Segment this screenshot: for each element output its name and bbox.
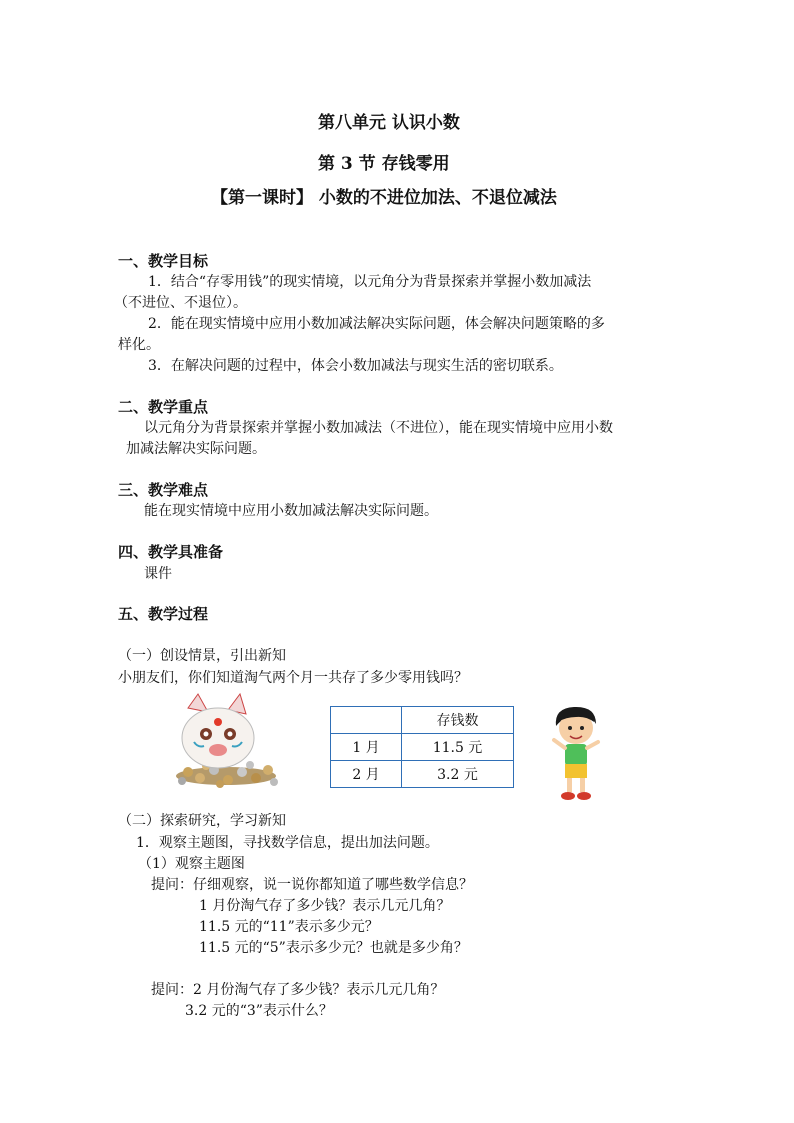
process-heading: 五、教学过程	[118, 605, 209, 623]
objective-3: 3．在解决问题的过程中，体会小数加减法与现实生活的密切联系。	[148, 358, 563, 374]
difficulties-heading: 三、教学难点	[118, 481, 209, 499]
sub-step-1: （1）观察主题图	[138, 856, 245, 872]
unit-title: 第八单元 认识小数	[318, 113, 460, 133]
part1-question: 小朋友们，你们知道淘气两个月一共存了多少零用钱吗？	[118, 670, 468, 686]
question-1a: 1 月份淘气存了多少钱？表示几元几角？	[199, 898, 451, 914]
piggy-bank	[182, 694, 254, 768]
part1-title: （一）创设情景，引出新知	[118, 648, 286, 664]
difficulties-line1: 能在现实情境中应用小数加减法解决实际问题。	[144, 503, 438, 519]
table-cell-amount: 3.2 元	[402, 761, 514, 788]
table-header-month	[331, 707, 402, 734]
key-points-heading: 二、教学重点	[118, 398, 209, 416]
table-header-amount: 存钱数	[402, 707, 514, 734]
table-row	[331, 761, 514, 788]
part2-title: （二）探索研究，学习新知	[118, 813, 286, 829]
question-1b: 11.5 元的“11”表示多少元？	[199, 919, 379, 935]
section-title: 第 3 节 存钱零用	[318, 154, 450, 174]
table-cell-month: 1 月	[331, 734, 402, 761]
objective-2-line2: 样化。	[118, 337, 160, 353]
key-points-line1: 以元角分为背景探索并掌握小数加减法（不进位），能在现实情境中应用小数	[144, 420, 613, 436]
objectives-heading: 一、教学目标	[118, 252, 209, 270]
materials-heading: 四、教学具准备	[118, 543, 224, 561]
table-header-row	[331, 707, 514, 734]
question-1: 提问：仔细观察，说一说你都知道了哪些数学信息？	[151, 877, 473, 893]
objective-1-line2: （不进位、不退位）。	[114, 295, 247, 311]
question-2: 提问：2 月份淘气存了多少钱？表示几元几角？	[151, 982, 445, 998]
key-points-line2: 加减法解决实际问题。	[126, 441, 266, 457]
table-row	[331, 734, 514, 761]
step-1: 1．观察主题图，寻找数学信息，提出加法问题。	[136, 835, 439, 851]
savings-table	[330, 706, 514, 788]
piggy-bank-illustration	[168, 690, 288, 790]
question-1c: 11.5 元的“5”表示多少元？也就是多少角？	[199, 940, 468, 956]
materials-line1: 课件	[144, 566, 172, 582]
boy-character-illustration	[546, 704, 606, 804]
table-cell-amount: 11.5 元	[402, 734, 514, 761]
objective-2-line1: 2．能在现实情境中应用小数加减法解决实际问题，体会解决问题策略的多	[148, 316, 605, 332]
lesson-title: 【第一课时】 小数的不进位加法、不退位减法	[211, 188, 557, 208]
objective-1-line1: 1．结合“存零用钱”的现实情境，以元角分为背景探索并掌握小数加减法	[148, 274, 592, 290]
question-2a: 3.2 元的“3”表示什么？	[185, 1003, 333, 1019]
table-cell-month: 2 月	[331, 761, 402, 788]
